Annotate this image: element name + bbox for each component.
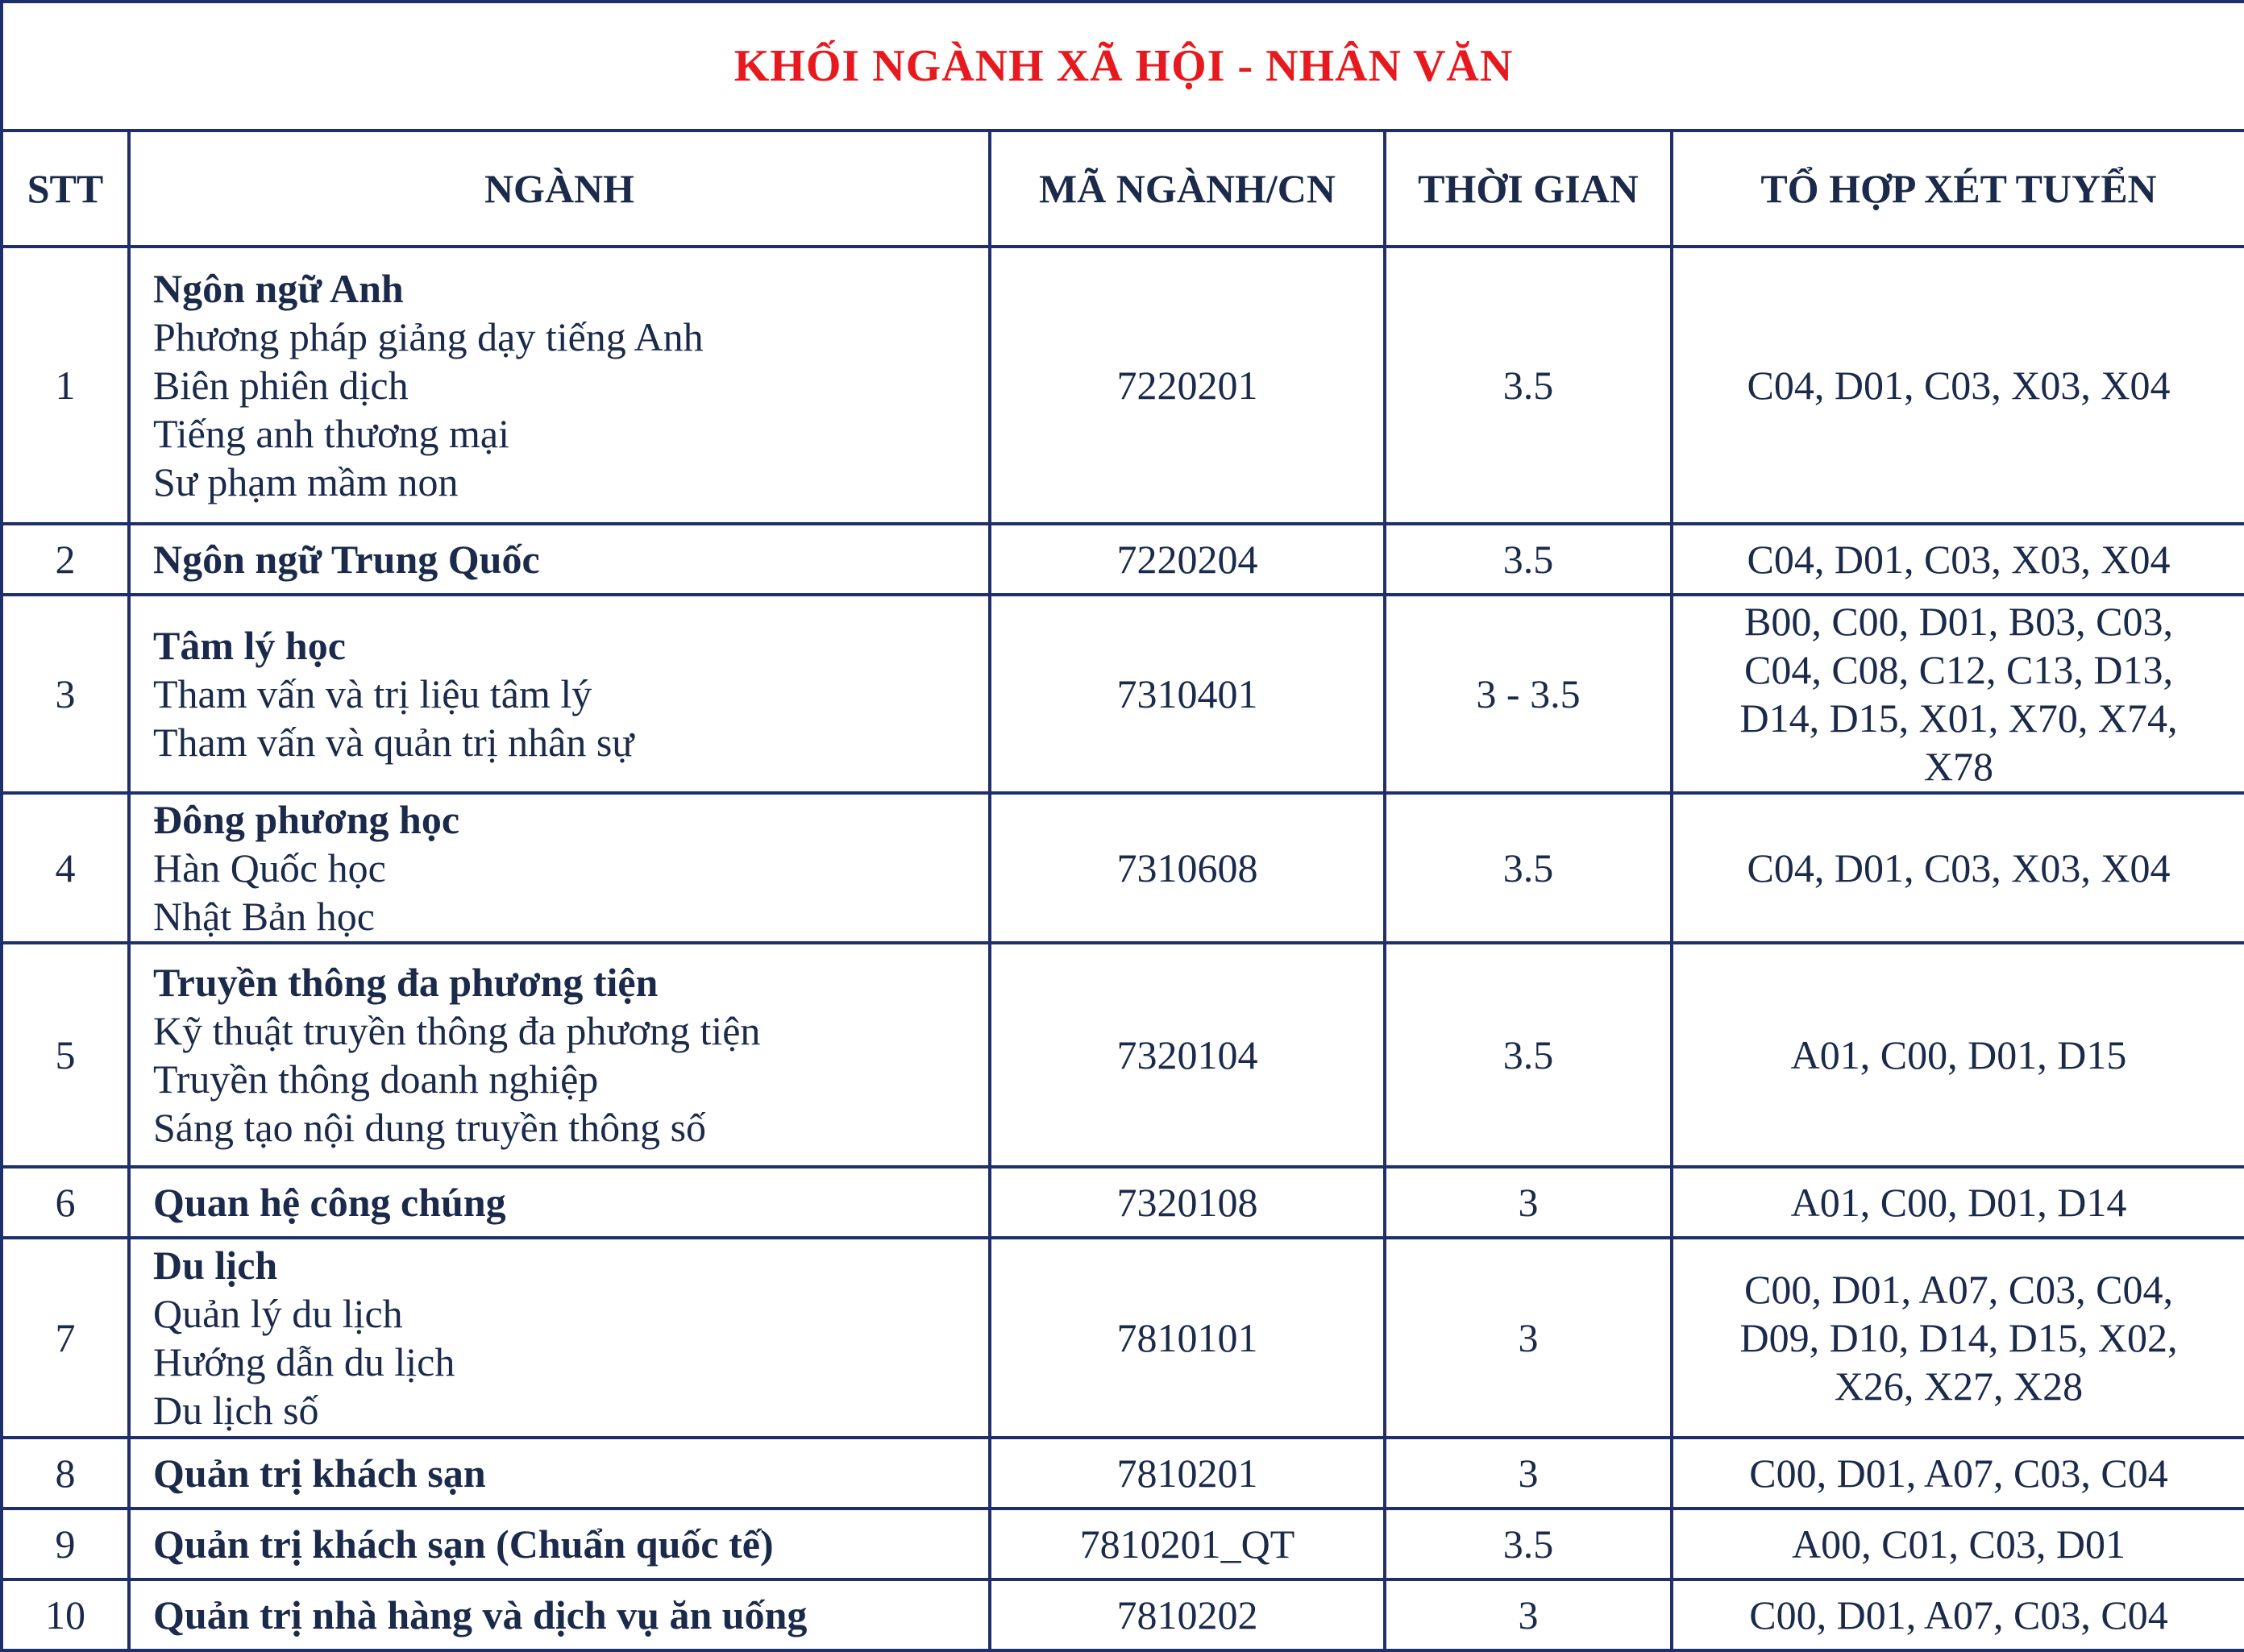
row-combinations (1672, 595, 2244, 793)
major-name: Tâm lý học (153, 623, 346, 668)
table-title: KHỐI NGÀNH XÃ HỘI - NHÂN VĂN (2, 2, 2244, 131)
table-row (2, 1238, 2244, 1438)
row-stt: 1 (2, 247, 129, 524)
combination-line: C04, C08, C12, C13, D13, (1743, 647, 2173, 692)
combination-line: A00, C01, C03, D01 (1792, 1521, 2126, 1567)
row-major (129, 595, 990, 793)
row-code: 7810202 (990, 1579, 1385, 1650)
combination-line: C04, D01, C03, X03, X04 (1747, 363, 2171, 408)
row-duration: 3.5 (1385, 524, 1672, 595)
combination-line: C04, D01, C03, X03, X04 (1747, 537, 2171, 582)
specialization: Du lịch số (153, 1388, 319, 1433)
major-name: Quản trị khách sạn (153, 1451, 486, 1496)
row-stt: 9 (2, 1509, 129, 1579)
specialization: Sư phạm mầm non (153, 459, 459, 504)
table-row (2, 1579, 2244, 1650)
row-major (129, 247, 990, 524)
row-code: 7310401 (990, 595, 1385, 793)
row-stt: 3 (2, 595, 129, 793)
combination-line: D14, D15, X01, X70, X74, (1739, 695, 2178, 741)
row-stt: 7 (2, 1238, 129, 1438)
combination-line: D09, D10, D14, D15, X02, (1739, 1315, 2178, 1360)
row-code: 7220204 (990, 524, 1385, 595)
table-row (2, 1438, 2244, 1509)
row-stt: 10 (2, 1579, 129, 1650)
row-duration: 3 (1385, 1438, 1672, 1509)
combination-line: C00, D01, A07, C03, C04, (1743, 1267, 2173, 1312)
row-major (129, 793, 990, 943)
row-code: 7220201 (990, 247, 1385, 524)
major-name: Đông phương học (153, 797, 460, 842)
header-row (2, 131, 2244, 247)
row-combinations (1672, 247, 2244, 524)
table-row (2, 1167, 2244, 1238)
row-stt: 4 (2, 793, 129, 943)
header-stt: STT (2, 131, 129, 247)
row-duration: 3.5 (1385, 247, 1672, 524)
major-name: Truyền thông đa phương tiện (153, 960, 659, 1005)
row-duration: 3.5 (1385, 793, 1672, 943)
table-row (2, 793, 2244, 943)
specialization: Hướng dẫn du lịch (153, 1339, 455, 1384)
table-row (2, 1509, 2244, 1579)
row-major (129, 1167, 990, 1238)
header-duration: THỜI GIAN (1385, 131, 1672, 247)
row-duration: 3 (1385, 1167, 1672, 1238)
row-major (129, 1438, 990, 1509)
combination-line: B00, C00, D01, B03, C03, (1743, 599, 2173, 644)
row-combinations (1672, 1579, 2244, 1650)
row-duration: 3.5 (1385, 943, 1672, 1167)
major-name: Ngôn ngữ Anh (153, 266, 404, 311)
row-combinations (1672, 1238, 2244, 1438)
specialization: Truyền thông doanh nghiệp (153, 1056, 599, 1102)
table-row (2, 247, 2244, 524)
row-stt: 6 (2, 1167, 129, 1238)
specialization: Tham vấn và quản trị nhân sự (153, 720, 634, 765)
header-code: MÃ NGÀNH/CN (990, 131, 1385, 247)
row-stt: 5 (2, 943, 129, 1167)
row-major (129, 943, 990, 1167)
specialization: Phương pháp giảng dạy tiếng Anh (153, 314, 704, 359)
header-combinations: TỔ HỢP XÉT TUYỂN (1672, 131, 2244, 247)
combination-line: C04, D01, C03, X03, X04 (1747, 845, 2171, 890)
specialization: Tiếng anh thương mại (153, 411, 509, 456)
specialization: Sáng tạo nội dung truyền thông số (153, 1105, 707, 1150)
row-code: 7320108 (990, 1167, 1385, 1238)
row-major (129, 1509, 990, 1579)
row-stt: 8 (2, 1438, 129, 1509)
combination-line: A01, C00, D01, D14 (1790, 1180, 2127, 1225)
row-duration: 3.5 (1385, 1509, 1672, 1579)
row-combinations (1672, 1438, 2244, 1509)
row-code: 7310608 (990, 793, 1385, 943)
specialization: Kỹ thuật truyền thông đa phương tiện (153, 1008, 761, 1053)
specialization: Quản lý du lịch (153, 1291, 403, 1336)
specialization: Hàn Quốc học (153, 845, 386, 890)
combination-line: C00, D01, A07, C03, C04 (1749, 1451, 2168, 1496)
row-combinations (1672, 1509, 2244, 1579)
major-name: Ngôn ngữ Trung Quốc (153, 537, 540, 582)
major-name: Quan hệ công chúng (153, 1180, 506, 1225)
major-name: Quản trị nhà hàng và dịch vụ ăn uống (153, 1592, 808, 1637)
row-stt: 2 (2, 524, 129, 595)
specialization: Nhật Bản học (153, 894, 375, 939)
row-major (129, 524, 990, 595)
row-combinations (1672, 524, 2244, 595)
combination-line: C00, D01, A07, C03, C04 (1749, 1592, 2168, 1637)
specialization: Biên phiên dịch (153, 363, 409, 408)
row-code: 7810101 (990, 1238, 1385, 1438)
row-combinations (1672, 943, 2244, 1167)
row-major (129, 1238, 990, 1438)
header-major: NGÀNH (129, 131, 990, 247)
row-combinations (1672, 1167, 2244, 1238)
table-row (2, 943, 2244, 1167)
major-name: Du lịch (153, 1243, 278, 1288)
row-combinations (1672, 793, 2244, 943)
row-code: 7810201 (990, 1438, 1385, 1509)
table-row (2, 595, 2244, 793)
major-name: Quản trị khách sạn (Chuẩn quốc tế) (153, 1521, 774, 1567)
row-major (129, 1579, 990, 1650)
combination-line: A01, C00, D01, D15 (1790, 1032, 2127, 1077)
row-code: 7810201_QT (990, 1509, 1385, 1579)
row-duration: 3 (1385, 1238, 1672, 1438)
row-code: 7320104 (990, 943, 1385, 1167)
combination-line: X78 (1923, 744, 1994, 789)
combination-line: X26, X27, X28 (1834, 1364, 2084, 1409)
table-row (2, 524, 2244, 595)
row-duration: 3 (1385, 1579, 1672, 1650)
table-body (2, 247, 2244, 1650)
row-duration: 3 - 3.5 (1385, 595, 1672, 793)
specialization: Tham vấn và trị liệu tâm lý (153, 671, 592, 716)
